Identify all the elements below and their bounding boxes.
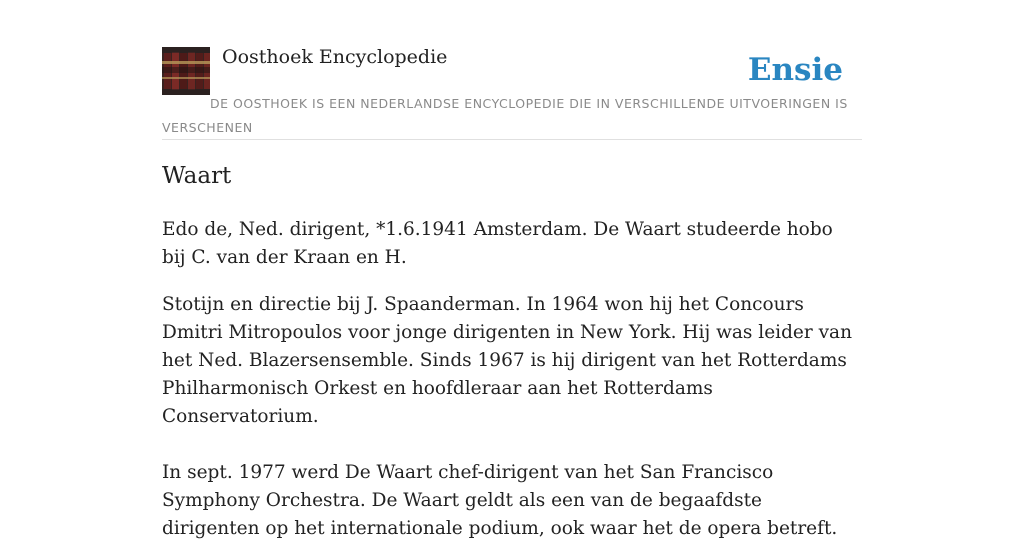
encyclopedia-books-icon — [162, 47, 210, 95]
entry-paragraph: Stotijn en directie bij J. Spaanderman. In 1964 won hij het Concours Dmitri Mitropoulos voor jonge dirigenten in New York. Hij was leider van het Ned. Blazersensemble. Sinds 1967 is hij dirigent van het Rotterdams Philharmonisch Orkest en hoofdleraar aan het Rotterdams Conservatorium. — [162, 294, 853, 427]
site-name[interactable]: Oosthoek Encyclopedie — [222, 46, 448, 68]
site-tagline: DE OOSTHOEK IS EEN NEDERLANDSE ENCYCLOPEDIE DIE IN VERSCHILLENDE UITVOERINGEN IS VERSCHENEN — [162, 96, 848, 135]
site-avatar[interactable] — [162, 47, 210, 95]
brand-logo[interactable]: Ensie — [747, 52, 843, 88]
entry-content — [162, 216, 862, 543]
entry-title: Waart — [162, 163, 232, 189]
entry-paragraph: Edo de, Ned. dirigent, *1.6.1941 Amsterdam. De Waart studeerde hobo bij C. van der Kraan en H. — [162, 219, 833, 268]
header-divider — [162, 139, 862, 140]
entry-paragraph: In sept. 1977 werd De Waart chef-dirigent van het San Francisco Symphony Orchestra. De Waart geldt als een van de begaafdste dirigenten op het internationale podium, ook waar het de opera betreft. — [162, 462, 838, 539]
